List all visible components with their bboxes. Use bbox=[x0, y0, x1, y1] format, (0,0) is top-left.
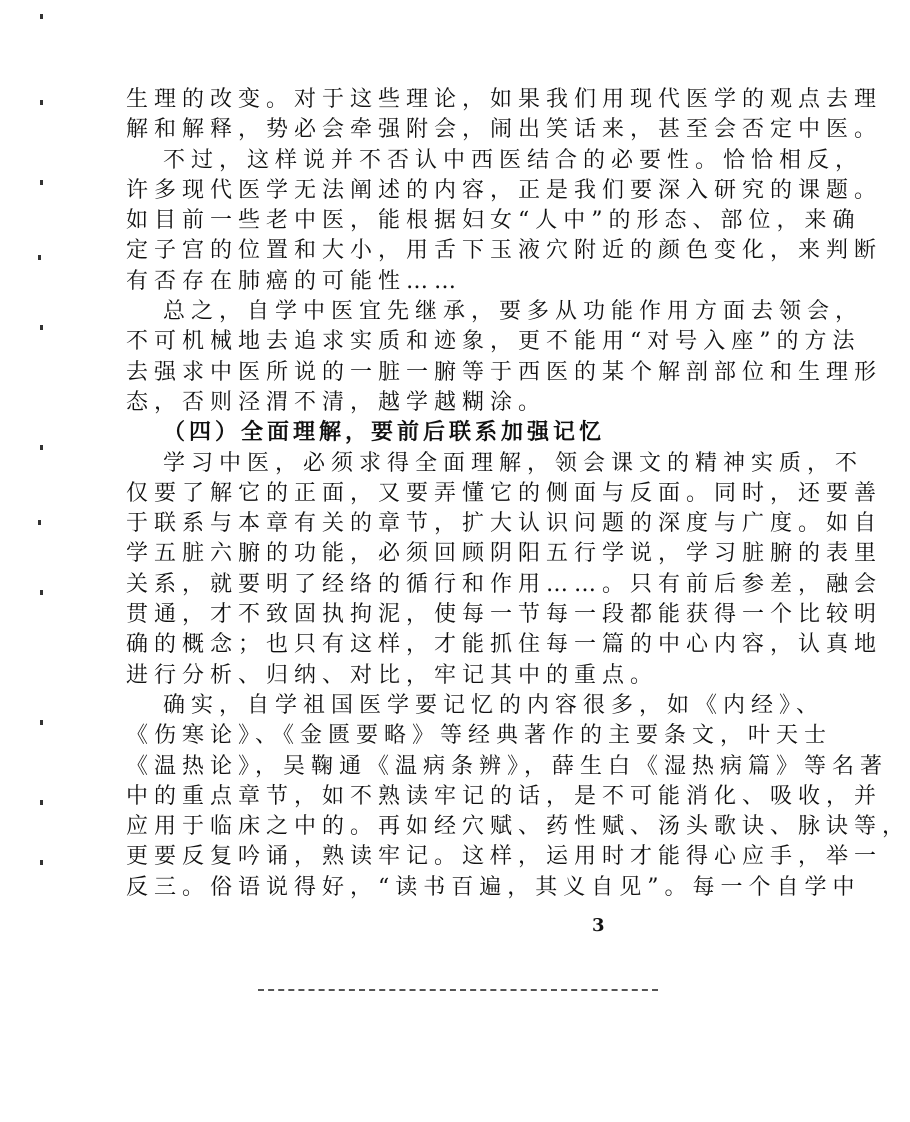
binding-mark bbox=[40, 325, 43, 330]
binding-mark bbox=[40, 180, 43, 185]
text-line: 《温热论》，吴鞠通《温病条辨》，薛生白《湿热病篇》等名著 bbox=[126, 753, 889, 779]
text-line: 确实，自学祖国医学要记忆的内容很多，如《内经》、 bbox=[163, 692, 825, 718]
text-line: 学习中医，必须求得全面理解，领会课文的精神实质，不 bbox=[163, 450, 864, 476]
text-line: 确的概念；也只有这样，才能抓住每一篇的中心内容，认真地 bbox=[126, 632, 883, 658]
text-line: 去强求中医所说的一脏一腑等于西医的某个解剖部位和生理形 bbox=[126, 359, 883, 385]
binding-mark bbox=[40, 800, 43, 805]
text-line: 于联系与本章有关的章节，扩大认识问题的深度与广度。如自 bbox=[126, 511, 883, 537]
text-line: 仅要了解它的正面，又要弄懂它的侧面与反面。同时，还要善 bbox=[126, 480, 883, 506]
page-number: 3 bbox=[592, 915, 605, 936]
text-line: 中的重点章节，如不熟读牢记的话，是不可能消化、吸收，并 bbox=[126, 783, 883, 809]
binding-mark bbox=[38, 520, 41, 525]
text-line: 总之，自学中医宜先继承，要多从功能作用方面去领会， bbox=[163, 299, 864, 325]
binding-mark bbox=[40, 720, 43, 725]
text-line: 更要反复吟诵，熟读牢记。这样，运用时才能得心应手，举一 bbox=[126, 844, 883, 870]
scan-rule bbox=[258, 989, 658, 991]
section-heading: （四）全面理解，要前后联系加强记忆 bbox=[163, 420, 606, 446]
text-line: 《伤寒论》、《金匮要略》等经典著作的主要条文，叶天士 bbox=[126, 723, 833, 749]
text-line: 解和解释，势必会牵强附会，闹出笑话来，甚至会否定中医。 bbox=[126, 117, 883, 143]
text-line: 有否存在肺癌的可能性…… bbox=[126, 268, 463, 294]
text-line: 贯通，才不致固执拘泥，使每一节每一段都能获得一个比较明 bbox=[126, 602, 883, 628]
binding-mark bbox=[40, 14, 43, 19]
text-line: 态，否则泾渭不清，越学越糊涂。 bbox=[126, 389, 547, 415]
text-line: 学五脏六腑的功能，必须回顾阴阳五行学说，学习脏腑的表里 bbox=[126, 541, 883, 567]
text-line: 定子宫的位置和大小，用舌下玉液穴附近的颜色变化，来判断 bbox=[126, 238, 883, 264]
text-line: 进行分析、归纳、对比，牢记其中的重点。 bbox=[126, 662, 659, 688]
text-line: 许多现代医学无法阐述的内容，正是我们要深入研究的课题。 bbox=[126, 177, 883, 203]
text-line: 生理的改变。对于这些理论，如果我们用现代医学的观点去理 bbox=[126, 87, 883, 112]
text-line: 不可机械地去追求实质和迹象，更不能用“对号入座”的方法 bbox=[126, 329, 861, 355]
text-line: 关系，就要明了经络的循行和作用……。只有前后参差，融会 bbox=[126, 571, 883, 597]
text-line: 应用于临床之中的。再如经穴赋、药性赋、汤头歌诀、脉诀等， bbox=[126, 814, 910, 840]
text-line: 反三。俗语说得好，“读书百遍，其义自见”。每一个自学中 bbox=[126, 874, 861, 900]
binding-mark bbox=[40, 590, 43, 595]
binding-mark bbox=[40, 860, 43, 865]
binding-mark bbox=[40, 100, 43, 105]
binding-mark bbox=[40, 445, 43, 450]
text-line: 如目前一些老中医，能根据妇女“人中”的形态、部位，来确 bbox=[126, 208, 861, 234]
page-body bbox=[126, 85, 910, 903]
binding-mark bbox=[38, 255, 41, 260]
text-line: 不过，这样说并不否认中西医结合的必要性。恰恰相反， bbox=[163, 147, 864, 173]
